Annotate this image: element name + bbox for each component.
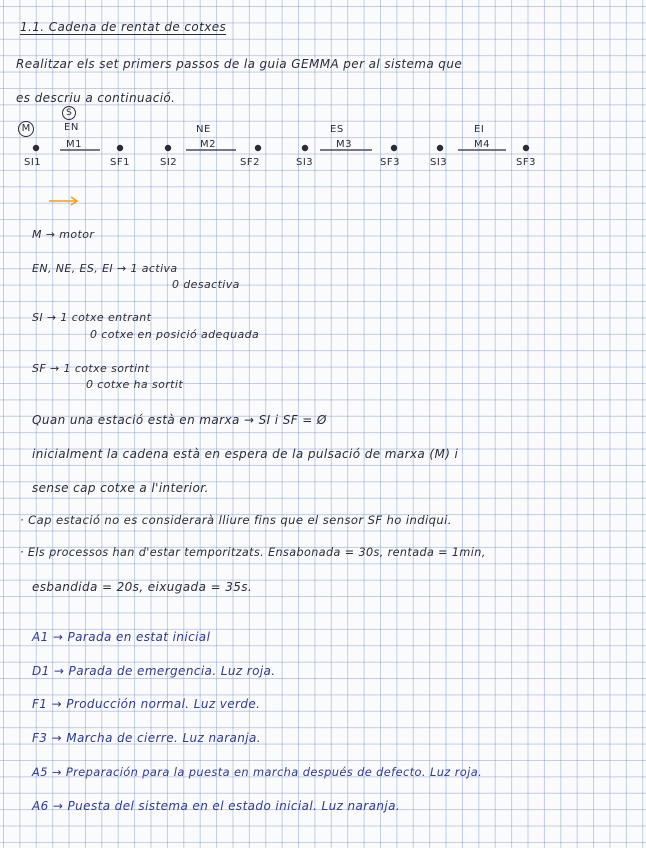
station-4-motor: M4 bbox=[474, 139, 490, 150]
station-2-si: SI2 bbox=[160, 157, 178, 168]
note-line-3: sense cap cotxe a l'interior. bbox=[32, 481, 209, 495]
note-line-5: · Els processos han d'estar temporitzats. Ensabonada = 30s, rentada = 1min, bbox=[20, 546, 486, 559]
station-4-si: SI3 bbox=[430, 157, 448, 168]
sensor-dot bbox=[33, 145, 38, 150]
note-motor: M → motor bbox=[32, 228, 95, 241]
note-states-1: EN, NE, ES, EI → 1 activa bbox=[32, 262, 178, 275]
station-diagram bbox=[0, 104, 646, 184]
note-states-2: 0 desactiva bbox=[172, 278, 240, 291]
gemma-a6: A6 → Puesta del sistema en el estado inicial. Luz naranja. bbox=[32, 799, 401, 813]
station-2-state: NE bbox=[196, 124, 211, 135]
orange-arrow-icon bbox=[48, 195, 80, 207]
gemma-d1: D1 → Parada de emergencia. Luz roja. bbox=[32, 664, 276, 678]
note-sf-2: 0 cotxe ha sortit bbox=[86, 378, 184, 391]
station-1-si: SI1 bbox=[24, 157, 42, 168]
note-si-2: 0 cotxe en posició adequada bbox=[90, 328, 260, 341]
station-1-state: EN bbox=[64, 122, 79, 133]
station-2-sf: SF2 bbox=[240, 157, 260, 168]
sensor-dot bbox=[523, 145, 528, 150]
station-3-state: ES bbox=[330, 124, 344, 135]
motor-start-badge: M bbox=[18, 121, 34, 137]
station-1-sf: SF1 bbox=[110, 157, 130, 168]
intro-line-1: Realitzar els set primers passos de la guia GEMMA per al sistema que bbox=[16, 57, 463, 71]
stop-badge: S bbox=[62, 106, 76, 120]
note-si-1: SI → 1 cotxe entrant bbox=[32, 311, 152, 324]
sensor-dot bbox=[437, 145, 442, 150]
note-line-4: · Cap estació no es considerarà lliure fins que el sensor SF ho indiqui. bbox=[20, 513, 452, 527]
page-title: 1.1. Cadena de rentat de cotxes bbox=[20, 20, 227, 34]
note-line-6: esbandida = 20s, eixugada = 35s. bbox=[32, 580, 253, 594]
note-line-2: inicialment la cadena està en espera de la pulsació de marxa (M) i bbox=[32, 447, 459, 461]
gemma-a5: A5 → Preparación para la puesta en marcha después de defecto. Luz roja. bbox=[32, 765, 483, 779]
station-4-sf: SF3 bbox=[516, 157, 536, 168]
station-3-si: SI3 bbox=[296, 157, 314, 168]
sensor-dot bbox=[302, 145, 307, 150]
sensor-dot bbox=[391, 145, 396, 150]
station-1-motor: M1 bbox=[66, 139, 82, 150]
station-3-motor: M3 bbox=[336, 139, 352, 150]
gemma-a1: A1 → Parada en estat inicial bbox=[32, 630, 211, 644]
station-4-state: EI bbox=[474, 124, 485, 135]
gemma-f1: F1 → Producción normal. Luz verde. bbox=[32, 697, 261, 711]
note-sf-1: SF → 1 cotxe sortint bbox=[32, 362, 150, 375]
station-2-motor: M2 bbox=[200, 139, 216, 150]
sensor-dot bbox=[255, 145, 260, 150]
intro-line-2: es descriu a continuació. bbox=[16, 91, 176, 105]
note-line-1: Quan una estació està en marxa → SI i SF = Ø bbox=[32, 413, 327, 427]
sensor-dot bbox=[165, 145, 170, 150]
sensor-dot bbox=[117, 145, 122, 150]
station-3-sf: SF3 bbox=[380, 157, 400, 168]
gemma-f3: F3 → Marcha de cierre. Luz naranja. bbox=[32, 731, 261, 745]
